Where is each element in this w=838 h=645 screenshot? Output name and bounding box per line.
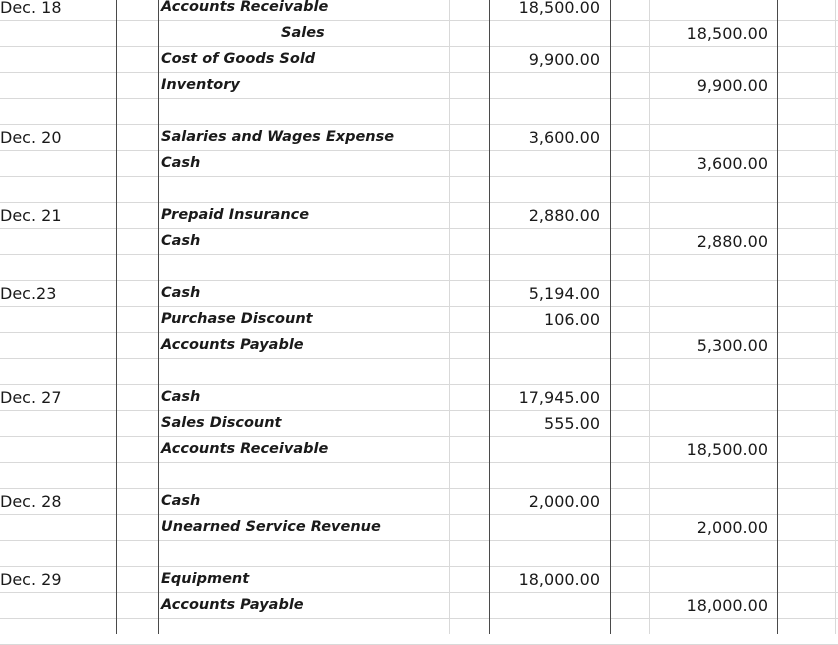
journal-row [0, 228, 838, 254]
journal-row [0, 46, 838, 72]
account-name-cell: Cash [161, 389, 201, 405]
journal-row [0, 254, 838, 280]
entry-date-cell: Dec.23 [0, 284, 57, 303]
account-name-cell: Salaries and Wages Expense [161, 129, 395, 145]
journal-row [0, 410, 838, 436]
journal-row [0, 176, 838, 202]
journal-row [0, 0, 838, 20]
debit-amount-cell: 3,600.00 [528, 128, 600, 147]
account-name-cell: Cash [161, 155, 201, 171]
account-name-cell: Accounts Receivable [161, 441, 329, 457]
account-name-cell: Accounts Payable [161, 337, 304, 353]
journal-row [0, 280, 838, 306]
entry-date-cell: Dec. 18 [0, 0, 62, 17]
journal-row [0, 358, 838, 384]
entry-date-cell: Dec. 27 [0, 388, 62, 407]
entry-date-cell: Dec. 20 [0, 128, 62, 147]
account-name-cell: Sales Discount [161, 415, 282, 431]
account-name-cell: Accounts Receivable [161, 0, 329, 15]
journal-row [0, 72, 838, 98]
debit-amount-cell: 5,194.00 [528, 284, 600, 303]
debit-amount-cell: 2,000.00 [528, 492, 600, 511]
credit-amount-cell: 2,880.00 [696, 232, 768, 251]
journal-row [0, 488, 838, 514]
grid-row-line [0, 618, 838, 619]
journal-row [0, 566, 838, 592]
journal-row [0, 124, 838, 150]
debit-amount-cell: 18,500.00 [518, 0, 600, 17]
account-name-cell: Cost of Goods Sold [161, 51, 316, 67]
entry-date-cell: Dec. 29 [0, 570, 62, 589]
debit-amount-cell: 9,900.00 [528, 50, 600, 69]
account-name-cell: Inventory [161, 77, 240, 93]
debit-amount-cell: 106.00 [544, 310, 600, 329]
credit-amount-cell: 18,500.00 [686, 440, 768, 459]
credit-amount-cell: 9,900.00 [696, 76, 768, 95]
journal-row [0, 592, 838, 618]
account-name-cell: Prepaid Insurance [161, 207, 310, 223]
journal-row [0, 202, 838, 228]
journal-row [0, 540, 838, 566]
account-name-cell: Cash [161, 493, 201, 509]
credit-amount-cell: 5,300.00 [696, 336, 768, 355]
account-name-cell: Accounts Payable [161, 597, 304, 613]
journal-row [0, 306, 838, 332]
debit-amount-cell: 17,945.00 [518, 388, 600, 407]
journal-row [0, 98, 838, 124]
account-name-cell: Purchase Discount [161, 311, 313, 327]
account-name-cell: Equipment [161, 571, 250, 587]
debit-amount-cell: 2,880.00 [528, 206, 600, 225]
entry-date-cell: Dec. 21 [0, 206, 62, 225]
journal-row [0, 150, 838, 176]
journal-row [0, 462, 838, 488]
journal-row [0, 436, 838, 462]
journal-row [0, 384, 838, 410]
credit-amount-cell: 18,500.00 [686, 24, 768, 43]
debit-amount-cell: 555.00 [544, 414, 600, 433]
entry-date-cell: Dec. 28 [0, 492, 62, 511]
account-name-cell: Cash [161, 233, 201, 249]
credit-amount-cell: 18,000.00 [686, 596, 768, 615]
account-name-cell: Cash [161, 285, 201, 301]
credit-amount-cell: 3,600.00 [696, 154, 768, 173]
journal-row [0, 514, 838, 540]
journal-row [0, 332, 838, 358]
credit-amount-cell: 2,000.00 [696, 518, 768, 537]
debit-amount-cell: 18,000.00 [518, 570, 600, 589]
account-name-cell: Unearned Service Revenue [161, 519, 381, 535]
journal-row [0, 20, 838, 46]
account-name-cell: Sales [281, 25, 325, 41]
